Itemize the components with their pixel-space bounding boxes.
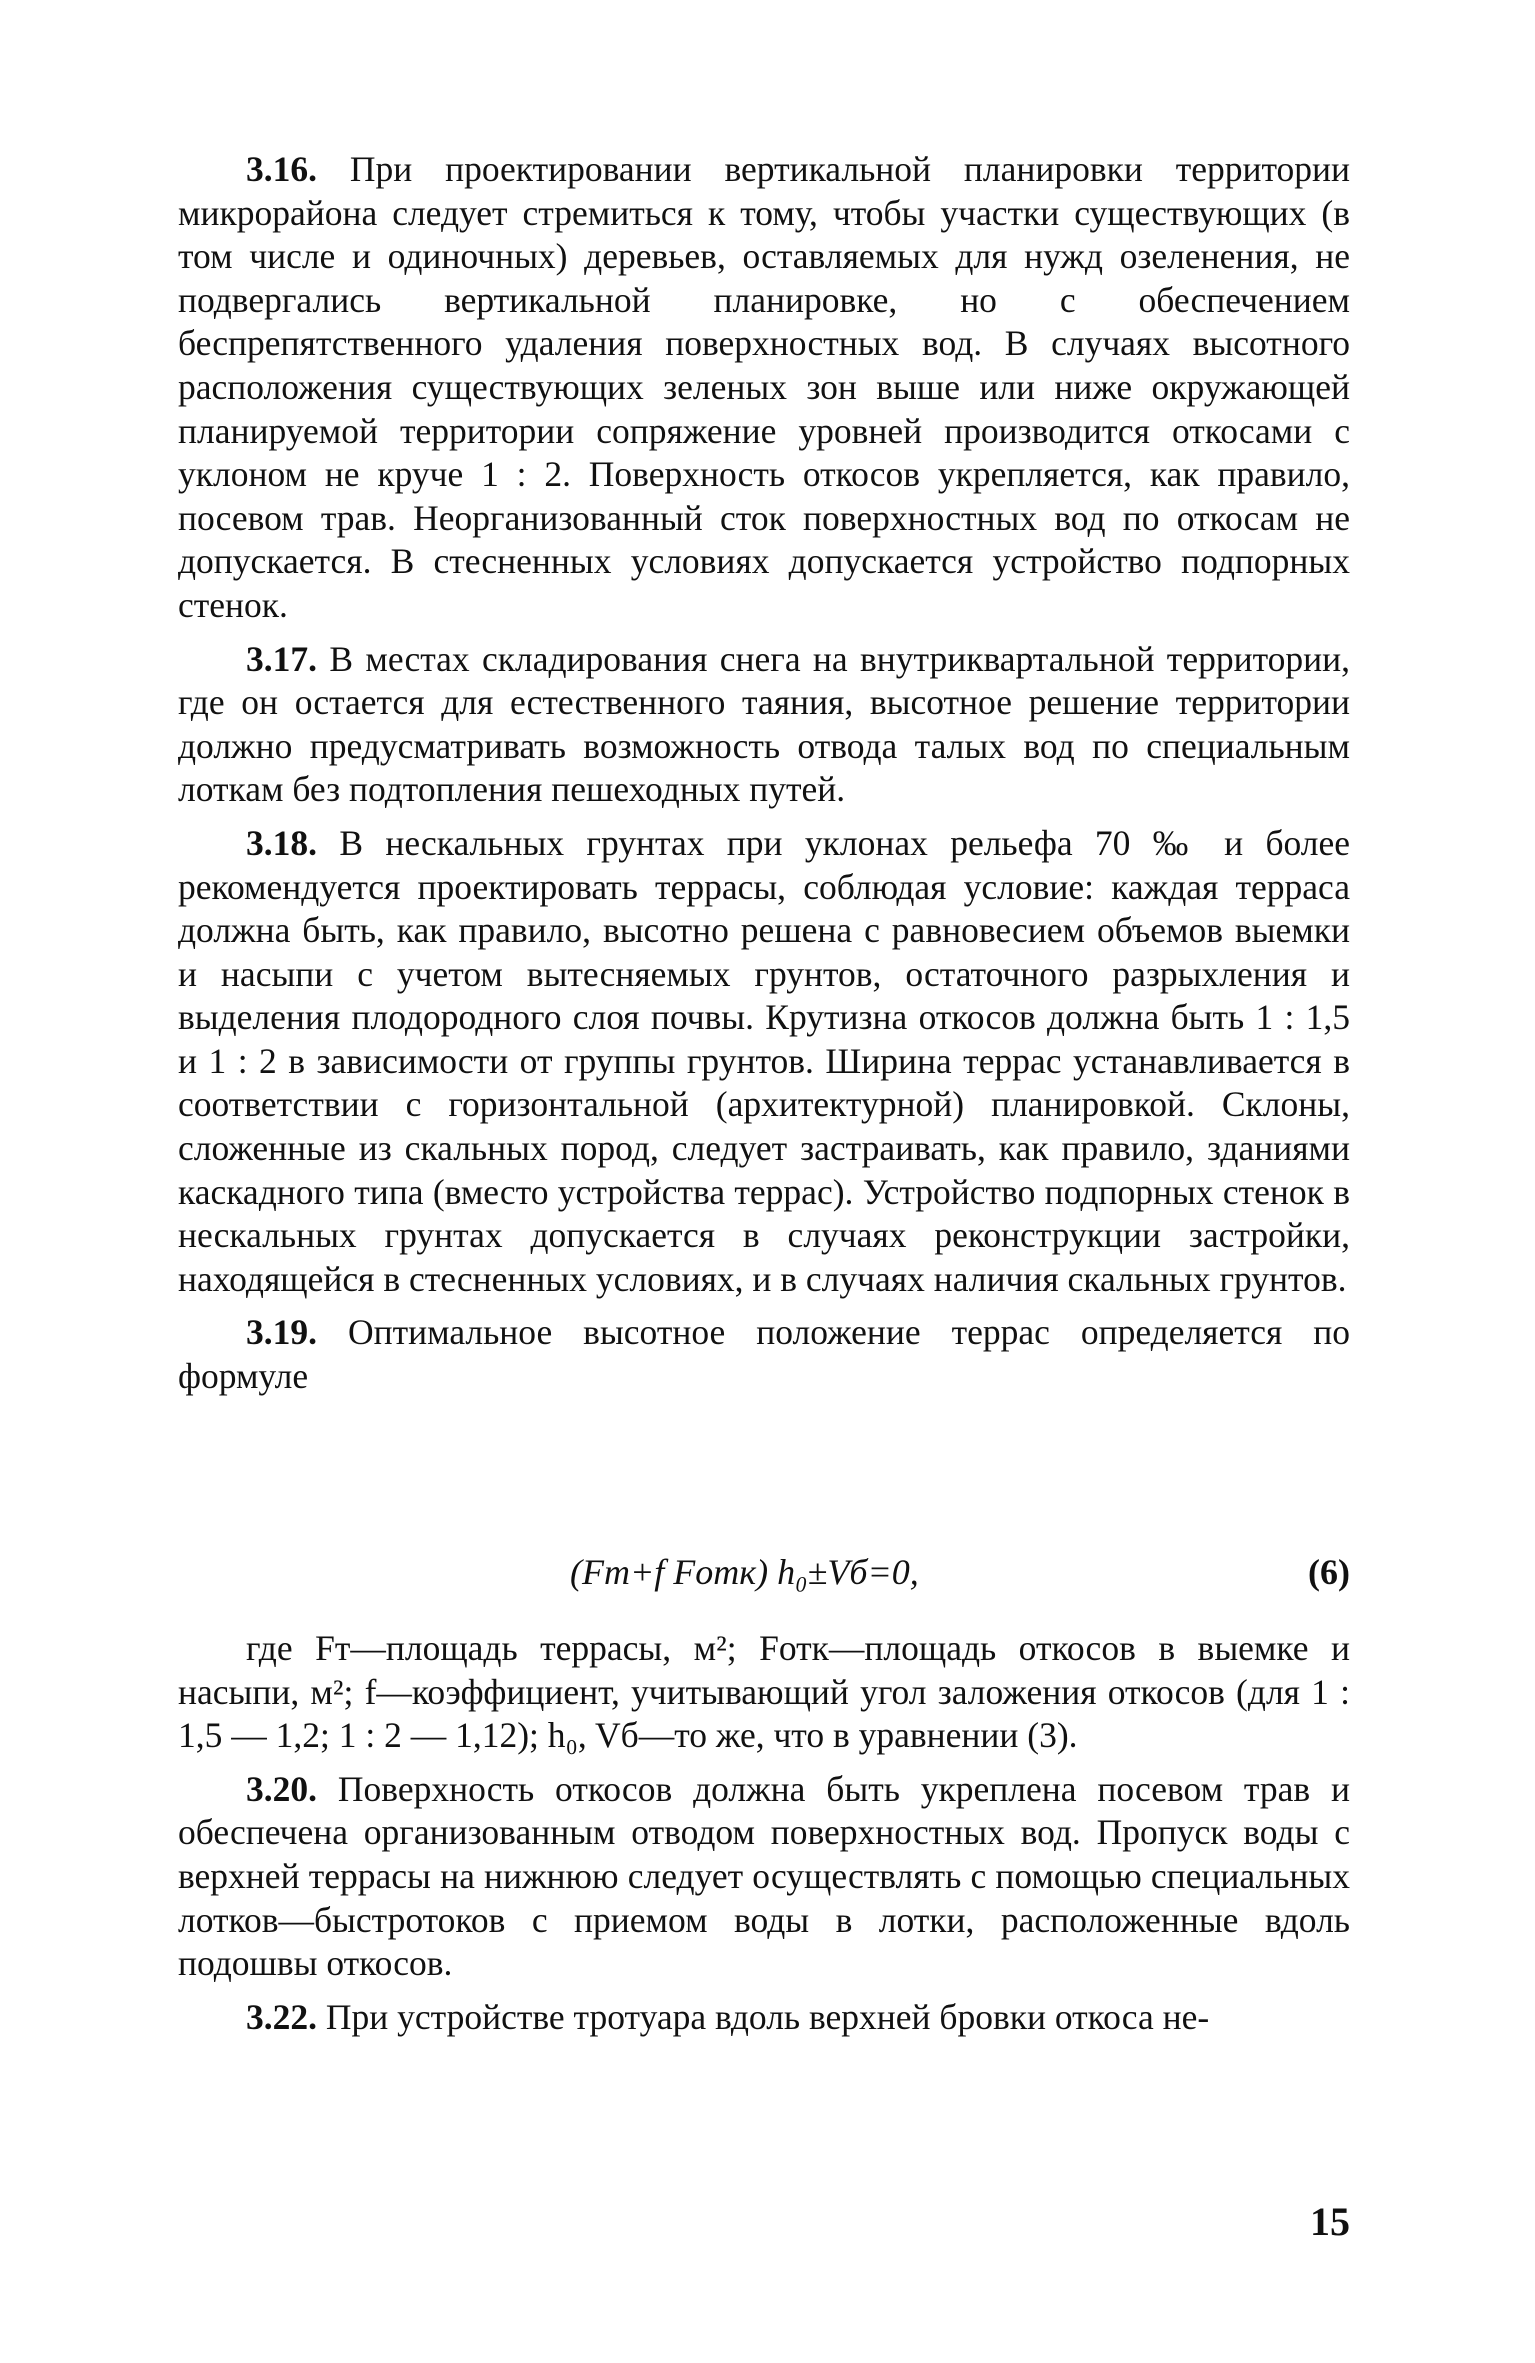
paragraph-where bbox=[178, 1627, 1350, 1758]
text-block-top bbox=[178, 148, 1350, 1399]
paragraph-number: 3.17. bbox=[246, 638, 317, 679]
paragraph-3-20 bbox=[178, 1768, 1350, 1986]
paragraph-text: где Fт—площадь террасы, м²; Fотк—площадь откосов в выемке и насыпи, м²; f—коэффициент, учитывающий угол заложения откосов (для 1 : 1,5 — 1,2; 1 : 2 — 1,12); h₀, Vб—то же, что в уравнении (3). bbox=[178, 1628, 1350, 1756]
paragraph-text: При проектировании вертикальной планировки территории микрорайона следует стремиться к тому, чтобы участки существующих (в том числе и одиночных) деревьев, оставляемых для нужд озеленения, не подвергались вертикальной планировке, но с обеспечением беспрепятственного удаления поверхностных вод. В случаях высотного расположения существующих зеленых зон выше или ниже окружающей планируемой территории сопряжение уровней производится откосами с уклоном не круче 1 : 2. Поверхность откосов укрепляется, как правило, посевом трав. Неорганизованный сток поверхностных вод по откосам не допускается. В стесненных условиях допускается устройство подпорных стенок. bbox=[178, 149, 1350, 625]
text-block-bottom bbox=[178, 1627, 1350, 2039]
paragraph-text: В нескальных грунтах при уклонах рельефа 70 ‰ и более рекомендуется проектировать террасы, соблюдая условие: каждая терраса должна быть, как правило, высотно решена с равновесием объемов выемки и насыпи с учетом вытесняемых грунтов, остаточного разрыхления и выделения плодородного слоя почвы. Крутизна откосов должна быть 1 : 1,5 и 1 : 2 в зависимости от группы грунтов. Ширина террас устанавливается в соответствии с горизонтальной (архитектурной) планировкой. Склоны, сложенные из скальных пород, следует застраивать, как правило, зданиями каскадного типа (вместо устройства террас). Устройство подпорных стенок в нескальных грунтах допускается в случаях реконструкции застройки, находящейся в стесненных условиях, и в случаях наличия скальных грунтов. bbox=[178, 822, 1351, 1299]
formula-row bbox=[178, 1548, 1350, 1596]
paragraph-number: 3.16. bbox=[246, 149, 317, 189]
paragraph-number: 3.22. bbox=[246, 1996, 317, 2037]
page-number: 15 bbox=[1310, 2199, 1350, 2244]
paragraph-3-18 bbox=[178, 822, 1350, 1302]
paragraph-number: 3.18. bbox=[246, 822, 317, 863]
paragraph-3-16 bbox=[178, 148, 1350, 628]
paragraph-3-19 bbox=[178, 1311, 1350, 1398]
formula-number: (6) bbox=[1308, 1552, 1350, 1592]
paragraph-text: Поверхность откосов должна быть укреплена посевом трав и обеспечена организованным отводом поверхностных вод. Пропуск воды с верхней террасы на нижнюю следует осуществлять с помощью специальных лотков—быстротоков с приемом воды в лотки, расположенные вдоль подошвы откосов. bbox=[178, 1768, 1351, 1984]
formula-expression: (Fт+f Fотк) h₀±Vб=0, bbox=[570, 1552, 919, 1592]
paragraph-text: При устройстве тротуара вдоль верхней бровки откоса не- bbox=[325, 1996, 1210, 2037]
paragraph-text: Оптимальное высотное положение террас определяется по формуле bbox=[178, 1312, 1350, 1397]
paragraph-number: 3.19. bbox=[246, 1312, 317, 1353]
paragraph-number: 3.20. bbox=[246, 1768, 317, 1809]
paragraph-3-22 bbox=[178, 1996, 1350, 2040]
paragraph-text: В местах складирования снега на внутриквартальной территории, где он остается для естественного таяния, высотное решение территории должно предусматривать возможность отвода талых вод по специальным лоткам без подтопления пешеходных путей. bbox=[178, 638, 1350, 810]
paragraph-3-17 bbox=[178, 638, 1350, 812]
